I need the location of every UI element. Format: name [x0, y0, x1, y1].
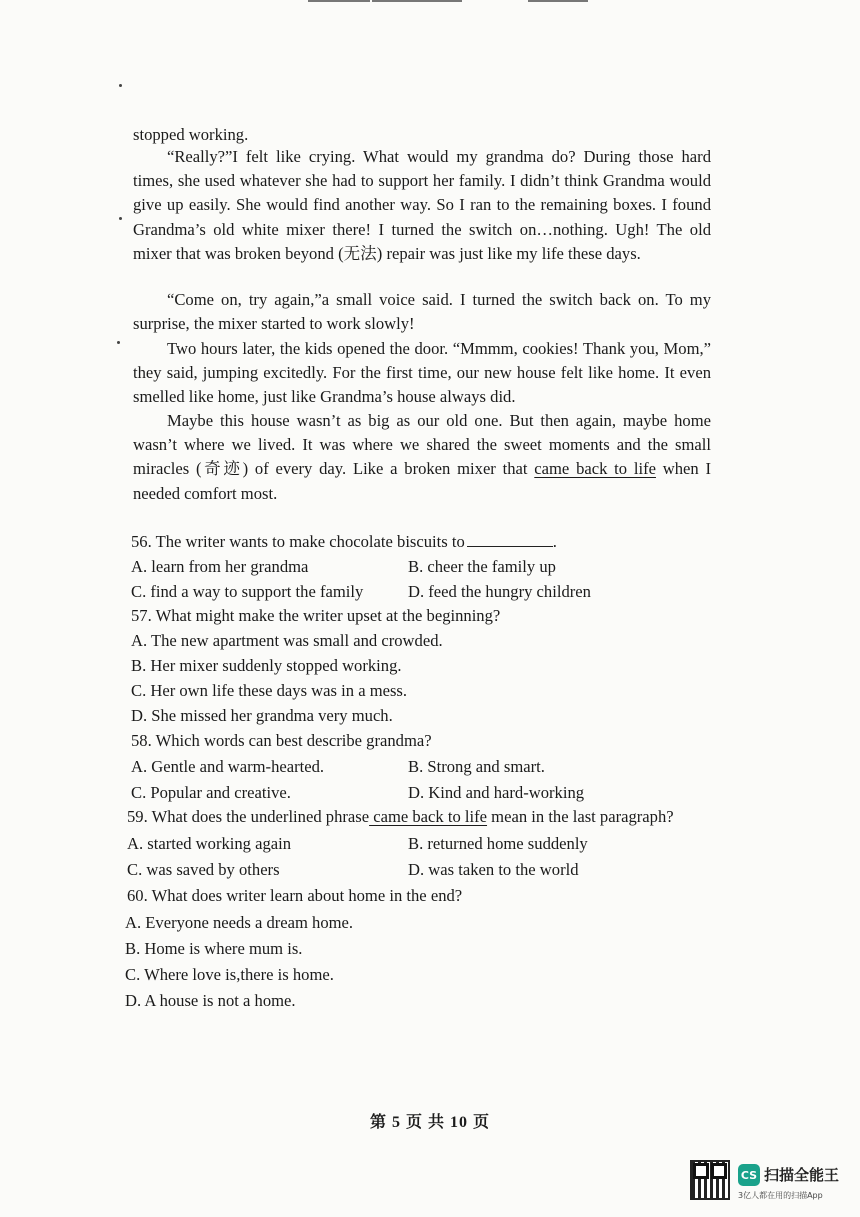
paragraph-5-text-end: when I needed comfort most. [133, 459, 711, 503]
passage-paragraph-3: “Come on, try again,”a small voice said. I turned the switch back on. To my surprise, the mixer started to work slowly! [133, 290, 711, 334]
question-57-stem: 57. What might make the writer upset at the beginning? [131, 606, 501, 625]
question-60-option-b: B. Home is where mum is. [125, 939, 303, 958]
passage-paragraph-1: stopped working. [133, 125, 249, 144]
underlined-phrase: came back to life [534, 459, 656, 479]
passage-paragraph-2: “Really?”I felt like crying. What would my grandma do? During those hard times, she used whatever she had to support her family. I didn’t think Grandma would give up easily. She would find another way. So I ran to the remaining boxes. I found Grandma’s old white mixer there! I turned the switch on…nothing. Ugh! The old mixer that was broken beyond (无法) repair was just like my life these days. [133, 147, 711, 263]
question-60-option-a: A. Everyone needs a dream home. [125, 913, 354, 932]
page-number: 第 5 页 共 10 页 [369, 1114, 490, 1131]
question-57-option-a: A. The new apartment was small and crowded. [131, 631, 443, 650]
question-60-option-c: C. Where love is,there is home. [125, 965, 334, 984]
question-60-stem: 60. What does writer learn about home in the end? [127, 886, 463, 905]
question-59-stem [127, 807, 674, 827]
question-58-stem: 58. Which words can best describe grandma? [131, 731, 432, 750]
question-59-text-end: mean in the last paragraph? [487, 807, 674, 826]
top-edge-line [308, 0, 370, 2]
question-58-option-a: A. Gentle and warm-hearted. [131, 757, 325, 776]
question-59-option-c: C. was saved by others [127, 860, 280, 879]
question-56-stem [131, 532, 557, 552]
question-56-end: . [552, 532, 557, 551]
question-56-text: 56. The writer wants to make chocolate biscuits to [131, 532, 465, 551]
question-56-option-b: B. cheer the family up [408, 557, 556, 576]
passage-paragraph-5 [133, 409, 711, 506]
question-59-text: 59. What does the underlined phrase [127, 807, 370, 826]
question-57-option-c: C. Her own life these days was in a mess. [131, 681, 408, 700]
question-58-option-d: D. Kind and hard-working [408, 783, 585, 802]
question-60-option-d: D. A house is not a home. [125, 991, 296, 1010]
passage-paragraph-4: Two hours later, the kids opened the door. “Mmmm, cookies! Thank you, Mom,” they said, jumping excitedly. For the first time, our new house felt like home. It even smelled like home, just like Grandma’s house always did. [133, 339, 711, 407]
underlined-phrase: came back to life [369, 807, 488, 826]
scan-speck [119, 217, 122, 220]
scan-speck [117, 341, 120, 344]
question-58-option-b: B. Strong and smart. [408, 757, 545, 776]
question-59-option-d: D. was taken to the world [408, 860, 579, 879]
question-56-option-d: D. feed the hungry children [408, 582, 591, 601]
scan-speck [119, 84, 122, 87]
question-59-option-b: B. returned home suddenly [408, 834, 588, 853]
answer-blank [467, 532, 553, 547]
question-57-option-d: D. She missed her grandma very much. [131, 706, 393, 725]
question-56-option-c: C. find a way to support the family [131, 582, 364, 601]
camscanner-logo-icon: CS [738, 1164, 760, 1186]
paragraph-5-text: Maybe this house wasn’t as big as our old one. But then again, maybe home wasn’t where we lived. It was where we shared the sweet moments and the small miracles (奇迹) of every day. Like a broken mixer that [133, 411, 711, 479]
scanner-app-name: 扫描全能王 [764, 1166, 840, 1184]
top-edge-line [528, 0, 588, 2]
question-56-option-a: A. learn from her grandma [131, 557, 309, 576]
question-59-option-a: A. started working again [127, 834, 292, 853]
scanner-app-tagline: 3亿人都在用的扫描App [738, 1191, 823, 1200]
top-edge-line [372, 0, 462, 2]
question-58-option-c: C. Popular and creative. [131, 783, 291, 802]
qr-code-icon [690, 1160, 730, 1200]
question-57-option-b: B. Her mixer suddenly stopped working. [131, 656, 402, 675]
